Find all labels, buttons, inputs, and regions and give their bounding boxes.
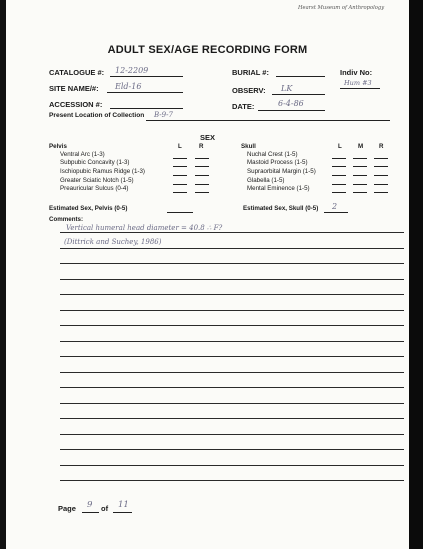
indiv-label: Indiv No: — [340, 68, 373, 77]
scan-edge-right — [409, 0, 423, 549]
skull-item: Glabella (1-5) — [247, 177, 285, 184]
skull-blank-l[interactable] — [332, 175, 346, 176]
pelvis-blank-r[interactable] — [195, 158, 209, 159]
pelvis-header: Pelvis — [49, 143, 67, 150]
location-line — [146, 120, 390, 121]
comment-rule — [60, 449, 404, 450]
skull-estimate-value[interactable]: 2 — [332, 202, 338, 211]
skull-blank-l[interactable] — [332, 192, 346, 193]
skull-col-r: R — [379, 143, 384, 150]
skull-blank-r[interactable] — [374, 158, 388, 159]
comment-rule — [60, 310, 404, 311]
page-number-line — [82, 512, 99, 513]
comment-rule — [60, 325, 404, 326]
burial-label: BURIAL #: — [232, 68, 269, 77]
comment-line-2[interactable]: (Dittrick and Suchey, 1986) — [64, 238, 162, 246]
comment-rule — [60, 341, 404, 342]
skull-header: Skull — [241, 143, 256, 150]
pelvis-blank-l[interactable] — [173, 192, 187, 193]
pelvis-blank-r[interactable] — [195, 166, 209, 167]
skull-blank-m[interactable] — [353, 184, 367, 185]
location-label: Present Location of Collection — [49, 112, 145, 119]
comment-rule — [60, 356, 404, 357]
skull-blank-l[interactable] — [332, 166, 346, 167]
skull-blank-r[interactable] — [374, 175, 388, 176]
catalogue-value[interactable]: 12-2209 — [115, 66, 149, 75]
comment-rule — [60, 232, 404, 233]
page-total-line — [113, 512, 132, 513]
pelvis-col-l: L — [178, 143, 182, 150]
archive-note: Hearst Museum of Anthropology — [298, 5, 385, 11]
skull-blank-l[interactable] — [332, 184, 346, 185]
observ-value[interactable]: LK — [281, 84, 293, 93]
comment-rule — [60, 294, 404, 295]
skull-blank-m[interactable] — [353, 158, 367, 159]
page-of-label: of — [101, 504, 109, 513]
skull-blank-m[interactable] — [353, 166, 367, 167]
pelvis-blank-r[interactable] — [195, 192, 209, 193]
date-label: DATE: — [232, 102, 255, 111]
site-label: SITE NAME/#: — [49, 84, 99, 93]
comment-rule — [60, 465, 404, 466]
comment-rule — [60, 263, 404, 264]
pelvis-col-r: R — [199, 143, 204, 150]
comments-label: Comments: — [49, 216, 84, 223]
pelvis-blank-r[interactable] — [195, 175, 209, 176]
location-value[interactable]: B-9-7 — [154, 111, 173, 119]
pelvis-estimate-line — [167, 212, 193, 213]
skull-col-m: M — [358, 143, 364, 150]
skull-estimate-line — [324, 212, 348, 213]
skull-blank-r[interactable] — [374, 192, 388, 193]
comment-rule — [60, 387, 404, 388]
skull-col-l: L — [338, 143, 342, 150]
comment-rule — [60, 418, 404, 419]
skull-item: Mastoid Process (1-5) — [247, 159, 308, 166]
pelvis-estimate-label: Estimated Sex, Pelvis (0-5) — [49, 205, 128, 212]
comment-line-1[interactable]: Vertical humeral head diameter = 40.8 ∴ F? — [66, 224, 223, 232]
indiv-value[interactable]: Hum #3 — [344, 79, 372, 87]
skull-blank-r[interactable] — [374, 166, 388, 167]
comment-rule — [60, 480, 404, 481]
pelvis-item: Ischiopubic Ramus Ridge (1-3) — [60, 168, 145, 175]
comment-rule — [60, 279, 404, 280]
page-number-value[interactable]: 9 — [87, 500, 93, 510]
pelvis-blank-l[interactable] — [173, 175, 187, 176]
skull-item: Mental Eminence (1-5) — [247, 185, 310, 192]
skull-item: Nuchal Crest (1-5) — [247, 151, 298, 158]
skull-item: Supraorbital Margin (1-5) — [247, 168, 316, 175]
skull-estimate-label: Estimated Sex, Skull (0-5) — [243, 205, 319, 212]
sex-section-title: SEX — [199, 133, 215, 142]
accession-line — [110, 108, 183, 109]
accession-label: ACCESSION #: — [49, 100, 103, 109]
burial-line — [276, 76, 325, 77]
skull-blank-l[interactable] — [332, 158, 346, 159]
form-sheet — [6, 0, 409, 549]
pelvis-blank-l[interactable] — [173, 184, 187, 185]
date-line — [258, 110, 325, 111]
pelvis-item: Preauricular Sulcus (0-4) — [60, 185, 129, 192]
date-value[interactable]: 6-4-86 — [278, 99, 304, 108]
catalogue-label: CATALOGUE #: — [49, 68, 105, 77]
comment-rule — [60, 372, 404, 373]
comment-rule — [60, 248, 404, 249]
site-value[interactable]: Eld-16 — [115, 82, 142, 91]
comment-rule — [60, 434, 404, 435]
pelvis-blank-l[interactable] — [173, 166, 187, 167]
pelvis-item: Ventral Arc (1-3) — [60, 151, 105, 158]
observ-line — [272, 94, 325, 95]
catalogue-line — [110, 76, 183, 77]
pelvis-item: Greater Sciatic Notch (1-5) — [60, 177, 134, 184]
pelvis-item: Subpubic Concavity (1-3) — [60, 159, 130, 166]
form-title: ADULT SEX/AGE RECORDING FORM — [107, 44, 308, 56]
pelvis-blank-l[interactable] — [173, 158, 187, 159]
comment-rule — [60, 403, 404, 404]
page-label: Page — [58, 504, 76, 513]
skull-blank-r[interactable] — [374, 184, 388, 185]
pelvis-blank-r[interactable] — [195, 184, 209, 185]
indiv-line — [340, 88, 380, 89]
skull-blank-m[interactable] — [353, 175, 367, 176]
observ-label: OBSERV: — [232, 86, 266, 95]
site-line — [107, 92, 183, 93]
page-total-value[interactable]: 11 — [118, 500, 129, 510]
skull-blank-m[interactable] — [353, 192, 367, 193]
